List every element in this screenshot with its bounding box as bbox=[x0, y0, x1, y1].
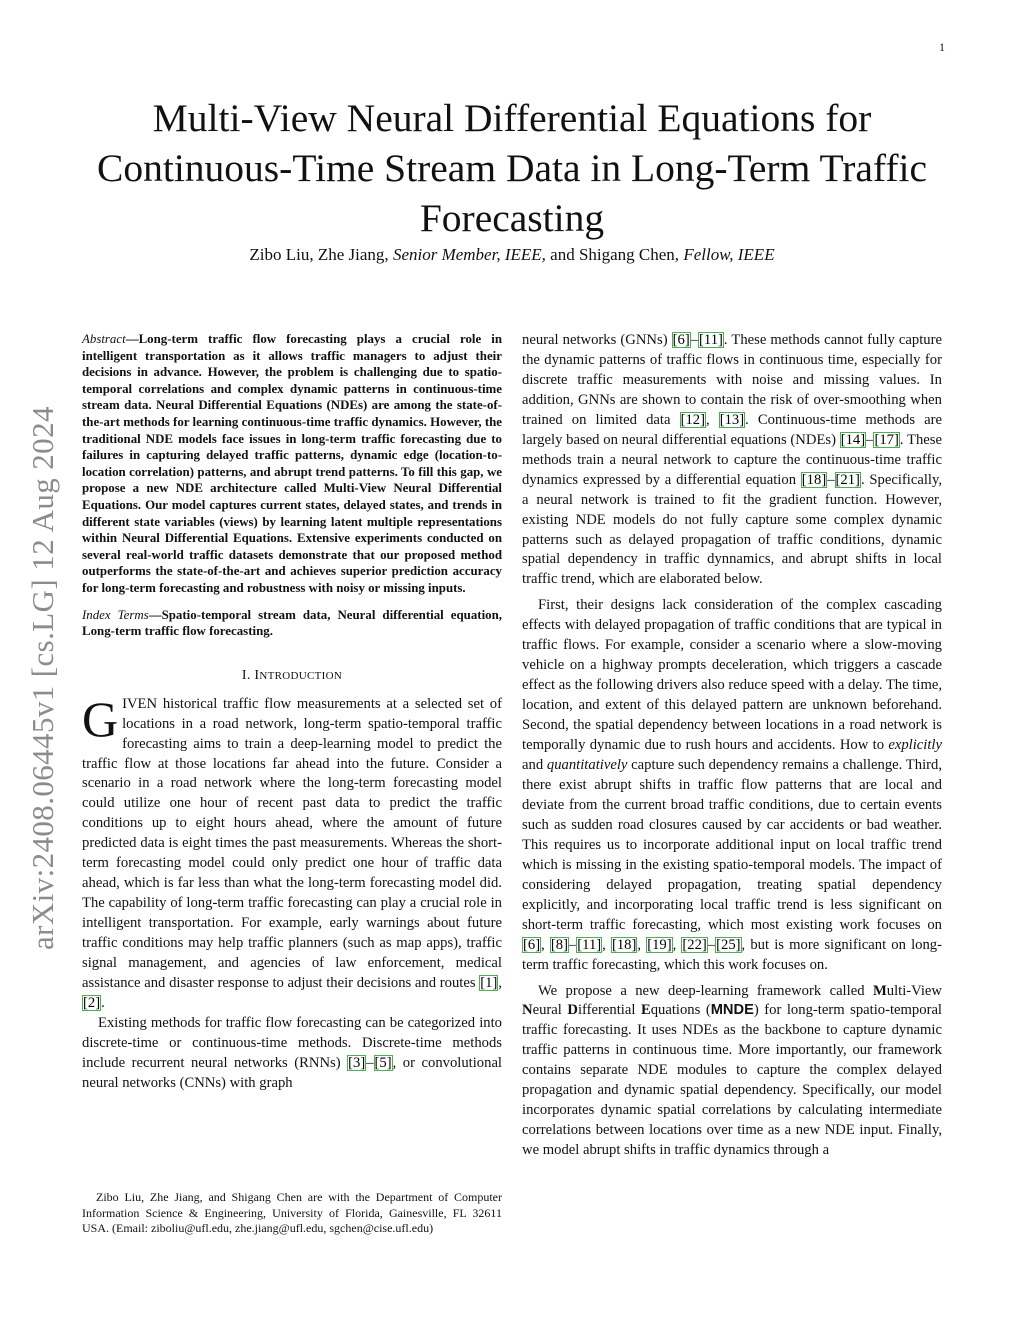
paper-title bbox=[60, 93, 964, 243]
text-run: . Continuous-time methods are largely based on neural differential equations (NDEs) bbox=[522, 411, 943, 448]
emphasis: quantitatively bbox=[546, 757, 628, 774]
title-line-1: Multi-View Neural Differential Equations for bbox=[152, 96, 872, 140]
author-role-2: Fellow, IEEE bbox=[683, 245, 775, 264]
title-line-3: Forecasting bbox=[419, 196, 605, 240]
author-role-1: Senior Member, IEEE, bbox=[392, 245, 546, 264]
citation-link[interactable]: [14] bbox=[840, 431, 866, 448]
title-line-2: Continuous-Time Stream Data in Long-Term Traffic bbox=[97, 146, 927, 190]
model-acronym: MNDE bbox=[710, 1002, 754, 1019]
abstract bbox=[82, 331, 502, 597]
right-paragraph-3 bbox=[522, 982, 942, 1162]
citation-link[interactable]: [22] bbox=[682, 936, 707, 953]
arxiv-identifier-stamp[interactable]: arXiv:2408.06445v1 [cs.LG] 12 Aug 2024 bbox=[25, 406, 60, 950]
citation-range-dash: – bbox=[366, 1054, 374, 1071]
text-run: neural networks (GNNs) bbox=[522, 332, 672, 348]
citation-link[interactable]: [13] bbox=[719, 411, 745, 428]
left-column bbox=[82, 331, 502, 1094]
citation-link[interactable]: [18] bbox=[801, 471, 827, 488]
intro-p2-text: Existing methods for traffic flow forecasting can be categorized into discrete-time or continuous-time methods. Discrete-time methods include recurrent neural networks (RNNs) bbox=[82, 1014, 502, 1071]
citation-link[interactable]: [21] bbox=[835, 471, 860, 488]
index-terms bbox=[82, 607, 502, 640]
citation-range-dash: – bbox=[568, 936, 577, 953]
right-paragraph-1 bbox=[522, 331, 942, 590]
page-number: 1 bbox=[939, 40, 945, 54]
citation-link[interactable]: [8] bbox=[550, 936, 568, 953]
author-line bbox=[60, 244, 964, 266]
text-run: ulti-View bbox=[886, 982, 942, 999]
index-terms-label: Index Terms bbox=[82, 607, 149, 622]
text-run: . These methods cannot fully capture the dynamic patterns of traffic flows in continuous time, especially for discrete traffic measurements with noise and missing values. In addition, GNNs are shown to contain the risk of over-smoothing when trained on limited data bbox=[522, 332, 942, 428]
citation-separator: , bbox=[637, 936, 647, 953]
citation-range-dash: – bbox=[707, 936, 716, 953]
citation-separator: , bbox=[705, 411, 719, 428]
text-run: ifferential bbox=[577, 1002, 641, 1019]
citation-link[interactable]: [5] bbox=[374, 1054, 392, 1071]
citation-link[interactable]: [1] bbox=[480, 974, 498, 991]
intro-p1-text: historical traffic flow measurements at a selected set of locations in a road network, long-term spatio-temporal traffic forecasting aims to train a deep-learning model to predict the traffic flow at those locations far ahead into the future. Consider a scenario in a road network where the long-term forecasting model could utilize one hour of recent past data to predict the traffic conditions up to eight hours ahead, where the amount of future predicted data is eight times the past measurements. Whereas the short-term forecasting model could only predict one hour of traffic data ahead, which is far less than what the long-term forecasting model did. The capability of long-term traffic forecasting can play a crucial role in intelligent transportation. For example, early warnings about future traffic conditions may help traffic planners (such as map apps), traffic signal management, and agencies of law enforcement, medical assistance and disaster response to adjust their decisions and routes bbox=[82, 695, 502, 991]
drop-cap: G bbox=[82, 690, 119, 747]
citation-link[interactable]: [3] bbox=[348, 1054, 366, 1071]
citation-link[interactable]: [6] bbox=[672, 332, 690, 348]
section-first-letter: I bbox=[254, 667, 260, 683]
index-terms-text: —Spatio-temporal stream data, Neural differential equation, Long-term traffic flow forecasting. bbox=[82, 607, 502, 639]
citation-link[interactable]: [11] bbox=[699, 332, 723, 348]
citation-separator: , bbox=[602, 936, 611, 953]
acronym-letter: D bbox=[567, 1002, 578, 1019]
right-column bbox=[522, 331, 942, 1161]
citation-link[interactable]: [18] bbox=[611, 936, 637, 953]
intro-caps: IVEN bbox=[122, 695, 158, 712]
authors-part-2: and Shigang Chen, bbox=[545, 245, 684, 264]
text-run: We propose a new deep-learning framework called bbox=[538, 982, 873, 999]
section-rest: NTRODUCTION bbox=[259, 669, 343, 682]
text-run: . Specifically, a neural network is trained to fit the gradient function. However, existing NDE models do not fully capture some complex dynamic patterns such as delayed propagation of traffic conditions, dynamic spatial dependency in traffic dynnamics, and abrupt shifts in local traffic trend, which are elaborated below. bbox=[522, 471, 943, 588]
text-run: quations ( bbox=[650, 1002, 711, 1019]
intro-p2-tail: , or convolutional neural networks (CNNs) with graph bbox=[82, 1054, 503, 1091]
citation-link[interactable]: [25] bbox=[716, 936, 741, 953]
authors-part-1: Zibo Liu, Zhe Jiang, bbox=[249, 245, 393, 264]
text-run: and bbox=[522, 757, 547, 774]
citation-separator: , bbox=[498, 974, 502, 991]
text-run: capture such dependency remains a challenge. Third, there exist abrupt shifts in traffic flow patterns that are local and deviate from the current broad traffic conditions, due to certain events such as sudden road closures caused by car accidents or bad weather. This requires us to incorporate additional input on local traffic trend which is missing in the existing spatio-temporal models. The impact of considering delayed propagation, treating spatial dependency explicitly, and incorporating local traffic trend is less significant on short-term traffic forecasting, which most existing work focuses on bbox=[522, 757, 942, 933]
citation-link[interactable]: [2] bbox=[83, 994, 101, 1011]
citation-range-dash: – bbox=[690, 332, 699, 348]
acronym-letter: E bbox=[640, 1002, 651, 1019]
citation-range-dash: – bbox=[827, 471, 835, 488]
text-run: . These methods train a neural network to capture the continuous-time traffic dynamics expressed by a differential equation bbox=[522, 431, 942, 488]
affiliation-footnote bbox=[82, 1190, 502, 1237]
section-heading-introduction bbox=[82, 666, 502, 687]
citation-link[interactable]: [11] bbox=[577, 936, 602, 953]
citation-link[interactable]: [6] bbox=[523, 936, 541, 953]
citation-range-dash: – bbox=[866, 431, 874, 448]
footnote-text: Zibo Liu, Zhe Jiang, and Shigang Chen are with the Department of Computer Information Science & Engineering, University of Florida, Gainesville, FL 32611 USA. (Email: ziboliu@ufl.edu, zhe.jiang@ufl.edu, sgchen@cise.ufl.edu) bbox=[82, 1190, 502, 1235]
citation-separator: , bbox=[672, 936, 682, 953]
intro-paragraph-1 bbox=[82, 690, 502, 1014]
text-run: ) for long-term spatio-temporal traffic forecasting. It uses NDEs as the backbone to capture dynamic traffic patterns in continuous time. More importantly, our framework contains separate NDE modules to capture the complex delayed propagation and dynamic spatial dependency. Specifically, our model incorporates dynamic spatial correlations by calculating intermediate correlations between locations over time as a new NDE input. Finally, we model abrupt shifts in traffic dynamics through a bbox=[522, 1002, 943, 1159]
acronym-letter: N bbox=[522, 1002, 533, 1019]
text-run: , but is more significant on long-term traffic forecasting, which this work focuses on. bbox=[522, 936, 942, 973]
abstract-label: Abstract bbox=[82, 332, 126, 346]
section-numeral: I. bbox=[241, 667, 255, 683]
citation-link[interactable]: [12] bbox=[680, 411, 705, 428]
right-paragraph-2 bbox=[522, 596, 942, 975]
abstract-text: —Long-term traffic flow forecasting plays a crucial role in intelligent transportation as it allows traffic managers to adjust their decisions in advance. However, the problem is challenging due to spatio-temporal correlations and complex dynamic patterns in continuous-time stream data. Neural Differential Equations (NDEs) are among the state-of-the-art methods for learning continuous-time traffic dynamics. However, the traditional NDE models face issues in long-term traffic forecasting due to failures in capturing delayed traffic patterns, dynamic edge (location-to-location correlation) patterns, and abrupt trend patterns. To fill this gap, we propose a new NDE architecture called Multi-View Neural Differential Equations. Our model captures current states, delayed states, and trends in different state variables (views) by learning latent multiple representations within Neural Differential Equations. Extensive experiments conducted on several real-world traffic datasets demonstrate that our proposed method outperforms the state-of-the-art and achieves superior prediction accuracy for long-term forecasting and robustness with noisy or missing inputs. bbox=[82, 332, 502, 595]
citation-link[interactable]: [17] bbox=[874, 431, 899, 448]
acronym-letter: M bbox=[872, 982, 887, 999]
text-run: First, their designs lack consideration of the complex cascading effects with delayed propagation of traffic conditions that are typical in traffic flows. For example, consider a scenario where a slow-moving vehicle on a highway prompts deceleration, which triggers a cascade effect as the following drivers also reduce speed with a delay. The time, location, and extent of this delayed pattern are unknown beforehand. Second, the spatial dependency between locations in a road network is temporally dynamic due to rush hours and accidents. How to bbox=[522, 597, 942, 754]
citation-link[interactable]: [19] bbox=[647, 936, 672, 953]
sentence-end: . bbox=[101, 994, 105, 1011]
text-run: eural bbox=[532, 1002, 568, 1019]
intro-paragraph-2 bbox=[82, 1014, 502, 1094]
emphasis: explicitly bbox=[888, 737, 942, 754]
citation-separator: , bbox=[541, 936, 550, 953]
